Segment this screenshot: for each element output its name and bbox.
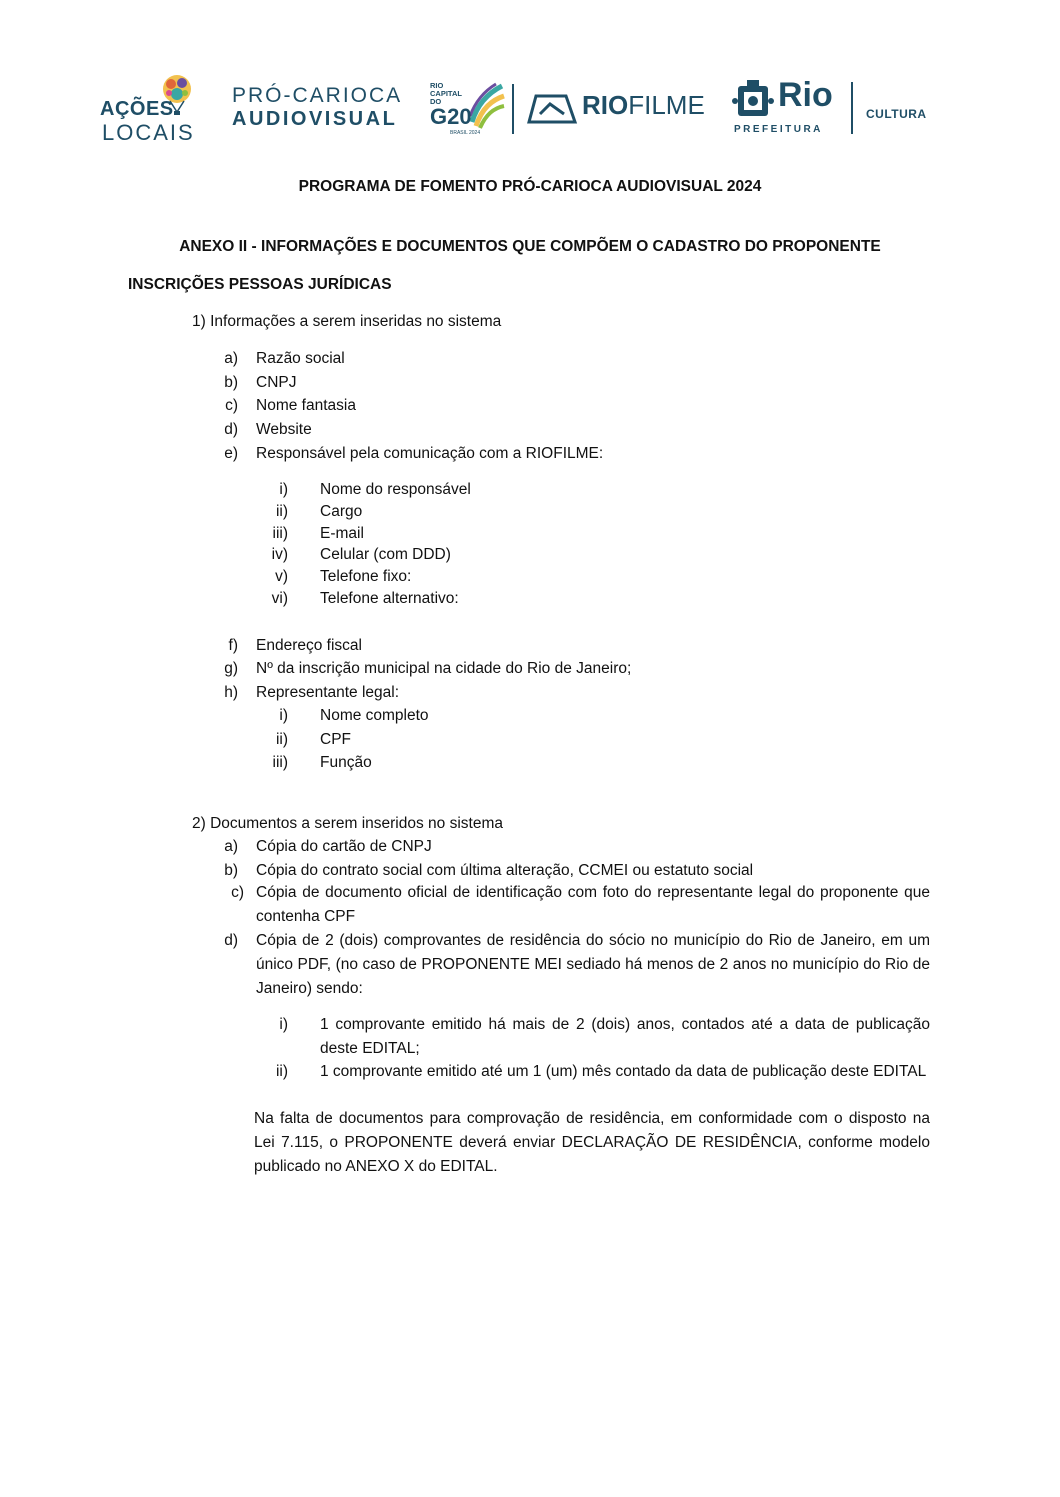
g20-text: G20 xyxy=(430,104,472,129)
list-marker: a) xyxy=(224,838,238,855)
riofilme-mark-icon xyxy=(526,92,578,126)
sublist-text: Função xyxy=(320,754,372,771)
list-text: Endereço fiscal xyxy=(256,637,362,654)
list-text: Website xyxy=(256,421,312,438)
sublist-marker: iii) xyxy=(272,525,288,542)
list-marker: b) xyxy=(224,862,238,879)
acoes-text: AÇÕES xyxy=(100,98,174,120)
logo-acoes-locais xyxy=(100,72,195,146)
sublist-marker: iv) xyxy=(271,546,288,563)
part1-heading: 1) Informações a serem inseridas no sistema xyxy=(192,313,502,330)
sublist-marker: i) xyxy=(279,707,288,724)
annex-title: ANEXO II - INFORMAÇÕES E DOCUMENTOS QUE COMPÕEM O CADASTRO DO PROPONENTE xyxy=(179,238,881,255)
sublist-marker: iii) xyxy=(272,754,288,771)
logo-pro-carioca xyxy=(232,84,402,131)
list-marker: h) xyxy=(224,684,238,701)
g20-swoosh-icon xyxy=(468,82,506,130)
sublist-text: Telefone fixo: xyxy=(320,568,412,585)
list-marker: c) xyxy=(225,397,238,414)
list-marker: a) xyxy=(224,350,238,367)
g20-capital-text: CAPITAL xyxy=(430,89,462,98)
part2-heading: 2) Documentos a serem inseridos no sistema xyxy=(192,815,503,832)
list-text: CNPJ xyxy=(256,374,297,391)
list-text: Responsável pela comunicação com a RIOFILME: xyxy=(256,445,604,462)
list-marker: d) xyxy=(224,421,238,438)
audiovisual-text: AUDIOVISUAL xyxy=(232,108,398,130)
g20-brasil-text: BRASIL 2024 xyxy=(450,130,481,136)
sublist-marker: ii) xyxy=(275,503,288,520)
list-text: Nº da inscrição municipal na cidade do Rio de Janeiro; xyxy=(256,660,632,677)
list-marker: d) xyxy=(224,932,238,949)
logo-prefeitura-rio xyxy=(732,78,844,138)
riofilme-rio-text: RIO xyxy=(582,90,629,120)
list-marker: f) xyxy=(228,637,238,654)
g20-rio-text: RIO xyxy=(430,81,444,90)
list-text: Cópia de 2 (dois) comprovantes de residência do sócio no município do Rio de Janeiro, em um único PDF, (no caso de PROPONENTE MEI sediado há menos de 2 anos no município do Rio de Janeiro) sendo: xyxy=(256,932,930,997)
list-text: Razão social xyxy=(256,350,345,367)
list-marker: g) xyxy=(224,660,238,677)
riofilme-filme-text: FILME xyxy=(628,90,705,120)
list-marker: b) xyxy=(224,374,238,391)
locais-text: LOCAIS xyxy=(102,120,195,145)
sublist-text: Nome do responsável xyxy=(320,481,471,498)
g20-do-text: DO xyxy=(430,97,442,106)
list-marker: c) xyxy=(231,884,244,901)
sublist-text: Cargo xyxy=(320,503,363,520)
residence-note: Na falta de documentos para comprovação de residência, em conformidade com o disposto na Lei 7.115, o PROPONENTE deverá enviar DECLARAÇÃO DE RESIDÊNCIA, conforme modelo publicado no ANEXO X do EDITAL. xyxy=(254,1110,930,1175)
cultura-text: CULTURA xyxy=(866,107,927,121)
sublist-text: 1 comprovante emitido há mais de 2 (dois) anos, contados até a data de publicação deste EDITAL; xyxy=(320,1016,930,1057)
rio-text: Rio xyxy=(778,76,833,114)
sublist-text: CPF xyxy=(320,731,351,748)
pro-carioca-text: PRÓ-CARIOCA xyxy=(232,84,403,107)
header-divider-2 xyxy=(851,82,853,134)
list-text: Nome fantasia xyxy=(256,397,356,414)
sublist-marker: vi) xyxy=(271,590,288,607)
header-divider xyxy=(512,84,514,134)
sublist-text: E-mail xyxy=(320,525,364,542)
page-title: PROGRAMA DE FOMENTO PRÓ-CARIOCA AUDIOVISUAL 2024 xyxy=(298,178,762,195)
sublist-marker: ii) xyxy=(275,1063,288,1080)
sublist-marker: v) xyxy=(275,568,288,585)
sublist-text: Celular (com DDD) xyxy=(320,546,451,563)
sublist-text: Telefone alternativo: xyxy=(320,590,459,607)
list-text: Cópia do contrato social com última alteração, CCMEI ou estatuto social xyxy=(256,862,754,879)
sublist-marker: ii) xyxy=(275,731,288,748)
sublist-text: 1 comprovante emitido até um 1 (um) mês contado da data de publicação deste EDITAL xyxy=(320,1063,927,1080)
list-text: Cópia de documento oficial de identificação com foto do representante legal do proponente que contenha CPF xyxy=(256,884,930,925)
list-text: Representante legal: xyxy=(256,684,400,701)
sublist-marker: i) xyxy=(279,1016,288,1033)
list-text: Cópia do cartão de CNPJ xyxy=(256,838,432,855)
rio-crest-icon xyxy=(732,80,774,120)
prefeitura-text: PREFEITURA xyxy=(734,124,823,135)
sublist-text: Nome completo xyxy=(320,707,429,724)
sublist-marker: i) xyxy=(279,481,288,498)
logo-g20 xyxy=(428,80,506,136)
list-marker: e) xyxy=(224,445,238,462)
section-heading: INSCRIÇÕES PESSOAS JURÍDICAS xyxy=(128,276,392,293)
